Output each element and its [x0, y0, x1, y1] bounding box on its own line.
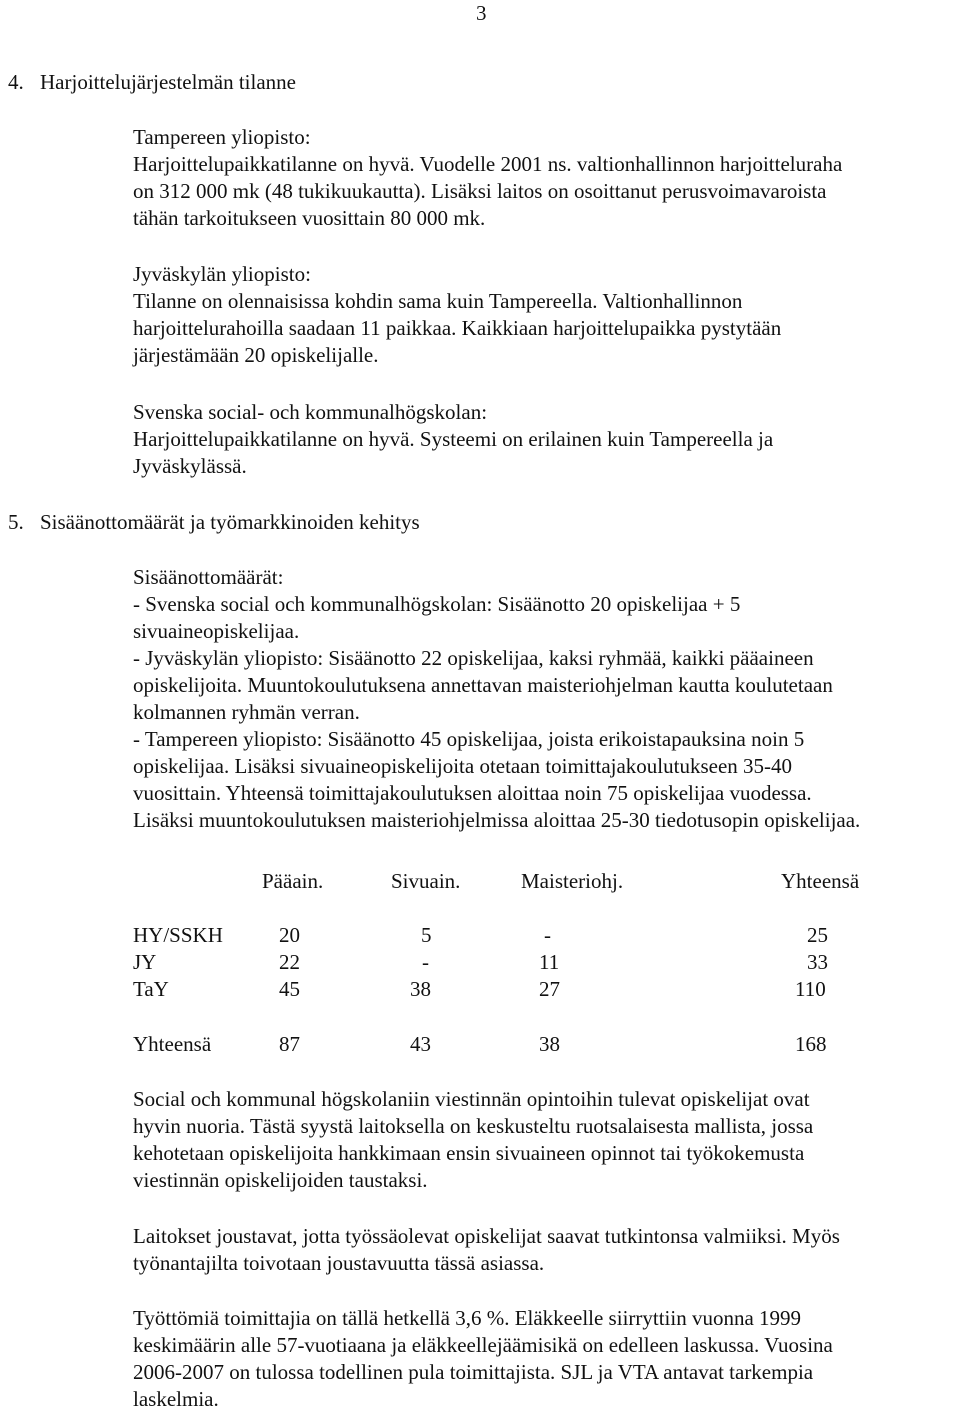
table-cell: 45 — [279, 977, 300, 1001]
text-line: opiskelijoita. Muuntokoulutuksena annettavan maisteriohjelman kautta koulutetaan — [133, 673, 833, 697]
svenska-block — [133, 399, 953, 480]
section-4-title: Harjoittelujärjestelmän tilanne — [40, 70, 296, 94]
text-line: työnantajilta toivotaan joustavuutta tässä asiassa. — [133, 1251, 545, 1275]
text-line: viestinnän opiskelijoiden taustaksi. — [133, 1168, 428, 1192]
table-header: Maisteriohj. — [521, 869, 624, 893]
table-total-label: Yhteensä — [133, 1032, 212, 1056]
paragraph-young-students — [133, 1086, 953, 1194]
text-line: harjoittelurahoilla saadaan 11 paikkaa. Kaikkiaan harjoittelupaikka pystytään — [133, 316, 782, 340]
paragraph-unemployment — [133, 1305, 953, 1413]
section-5-number: 5. — [8, 510, 24, 534]
text-line: - Svenska social och kommunalhögskolan: Sisäänotto 20 opiskelijaa + 5 — [133, 592, 741, 616]
table-header: Sivuain. — [391, 869, 461, 893]
table-cell: 38 — [410, 977, 431, 1001]
text-line: Lisäksi muuntokoulutuksen maisteriohjelmissa aloittaa 25-30 tiedotusopin opiskelijaa. — [133, 808, 861, 832]
table-cell: 20 — [279, 923, 300, 947]
table-row-label: TaY — [133, 977, 169, 1001]
table-cell: 87 — [279, 1032, 300, 1056]
text-line: Jyväskylässä. — [133, 454, 247, 478]
tampere-title: Tampereen yliopisto: — [133, 125, 311, 149]
text-line: Social och kommunal högskolaniin viestinnän opintoihin tulevat opiskelijat ovat — [133, 1087, 810, 1111]
table-cell: 43 — [410, 1032, 431, 1056]
text-line: Työttömiä toimittajia on tällä hetkellä 3,6 %. Eläkkeelle siirryttiin vuonna 1999 — [133, 1306, 802, 1330]
table-cell: - — [422, 950, 429, 974]
table-cell: 27 — [539, 977, 560, 1001]
text-line: hyvin nuoria. Tästä syystä laitoksella on keskusteltu ruotsalaisesta mallista, jossa — [133, 1114, 814, 1138]
paragraph-flexibility — [133, 1223, 953, 1277]
tampere-block — [133, 124, 953, 232]
text-line: Harjoittelupaikkatilanne on hyvä. Systeemi on erilainen kuin Tampereella ja — [133, 427, 774, 451]
table-cell: - — [544, 923, 551, 947]
text-line: - Jyväskylän yliopisto: Sisäänotto 22 opiskelijaa, kaksi ryhmää, kaikki pääaineen — [133, 646, 814, 670]
text-line: on 312 000 mk (48 tukikuukautta). Lisäksi laitos on osoittanut perusvoimavaroista — [133, 179, 827, 203]
text-line: Tilanne on olennaisissa kohdin sama kuin Tampereella. Valtionhallinnon — [133, 289, 743, 313]
section-4-heading — [8, 69, 296, 96]
table-row-label: JY — [133, 950, 157, 974]
jyvaskyla-title: Jyväskylän yliopisto: — [133, 262, 311, 286]
jyvaskyla-block — [133, 261, 953, 369]
section-5-title: Sisäänottomäärät ja työmarkkinoiden kehitys — [40, 510, 420, 534]
text-line: sivuaineopiskelijaa. — [133, 619, 300, 643]
table-cell: 25 — [807, 923, 828, 947]
table-cell: 168 — [795, 1032, 827, 1056]
section-5-heading — [8, 509, 420, 536]
text-line: Laitokset joustavat, jotta työssäolevat opiskelijat saavat tutkintonsa valmiiksi. Myös — [133, 1224, 840, 1248]
table-cell: 33 — [807, 950, 828, 974]
table-cell: 5 — [421, 923, 432, 947]
table-cell: 22 — [279, 950, 300, 974]
text-line: keskimäärin alle 57-vuotiaana ja eläkkeellejäämisikä on edelleen laskussa. Vuosina — [133, 1333, 833, 1357]
text-line: Harjoittelupaikkatilanne on hyvä. Vuodelle 2001 ns. valtionhallinnon harjoitteluraha — [133, 152, 843, 176]
text-line: vuosittain. Yhteensä toimittajakoulutuksen aloittaa noin 75 opiskelijaa vuodessa. — [133, 781, 812, 805]
svenska-title: Svenska social- och kommunalhögskolan: — [133, 400, 488, 424]
intake-title: Sisäänottomäärät: — [133, 565, 284, 589]
table-cell: 11 — [539, 950, 560, 974]
table-header: Pääain. — [262, 869, 324, 893]
text-line: - Tampereen yliopisto: Sisäänotto 45 opiskelijaa, joista erikoistapauksina noin 5 — [133, 727, 805, 751]
text-line: kolmannen ryhmän verran. — [133, 700, 360, 724]
text-line: opiskelijaa. Lisäksi sivuaineopiskelijoita otetaan toimittajakoulutukseen 35-40 — [133, 754, 793, 778]
table-row-label: HY/SSKH — [133, 923, 223, 947]
text-line: kehotetaan opiskelijoita hankkimaan ensin sivuaineen opinnot tai työkokemusta — [133, 1141, 805, 1165]
page-number: 3 — [476, 1, 487, 25]
intake-block — [133, 564, 953, 834]
section-4-number: 4. — [8, 70, 24, 94]
table-cell: 38 — [539, 1032, 560, 1056]
table-cell: 110 — [795, 977, 826, 1001]
table-header: Yhteensä — [781, 869, 860, 893]
text-line: 2006-2007 on tulossa todellinen pula toimittajista. SJL ja VTA antavat tarkempia — [133, 1360, 814, 1384]
text-line: tähän tarkoitukseen vuosittain 80 000 mk. — [133, 206, 486, 230]
text-line: järjestämään 20 opiskelijalle. — [133, 343, 379, 367]
text-line: laskelmia. — [133, 1387, 219, 1411]
